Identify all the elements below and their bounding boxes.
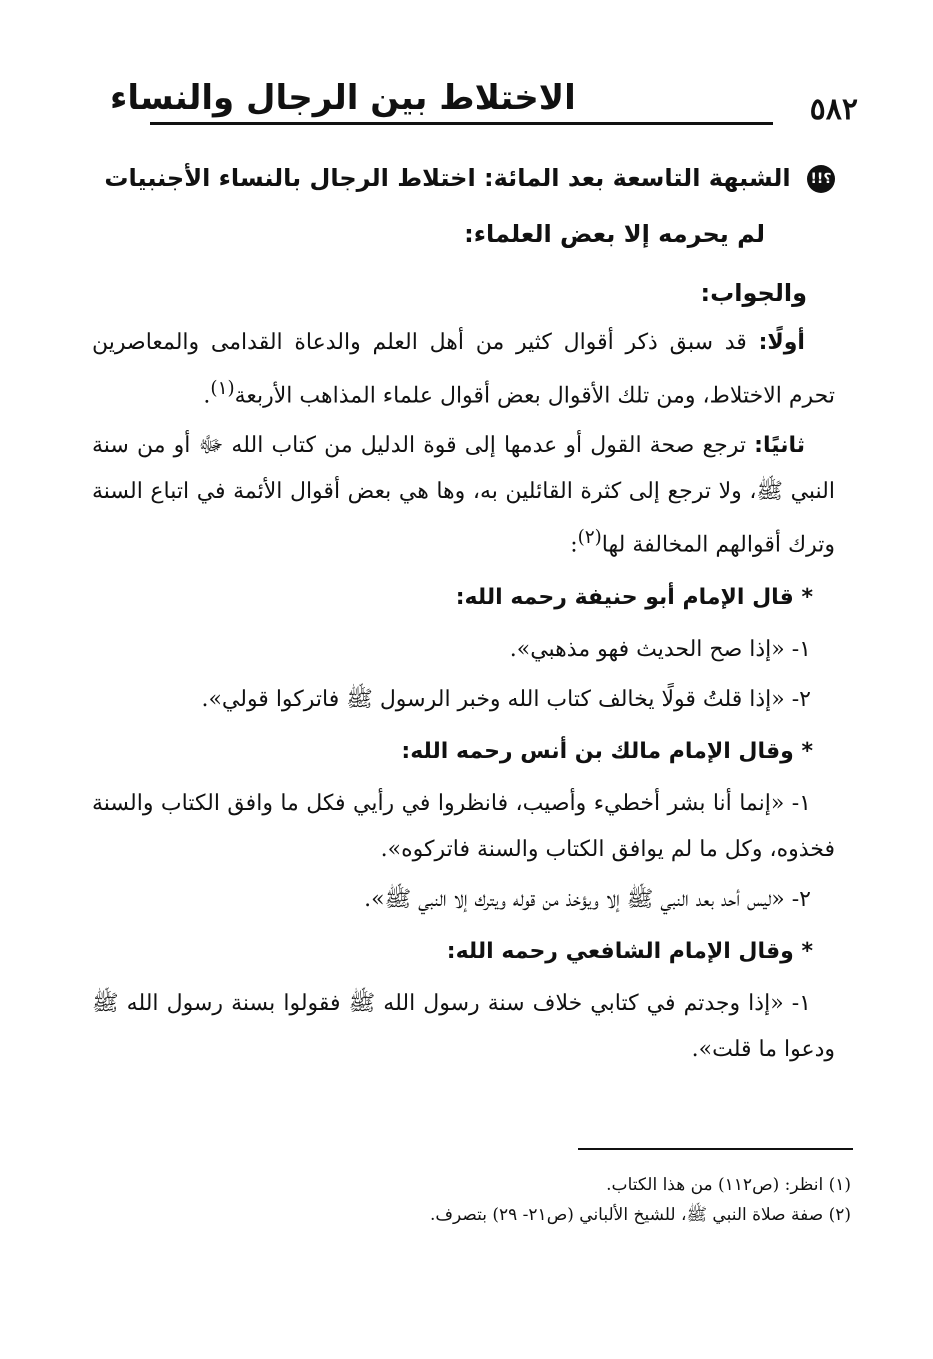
exclamation-question-icon: ؟!!: [807, 165, 835, 193]
abu-hanifa-quote-2: ٢- «إذا قلتُ قولًا يخالف كتاب الله وخبر الرسول ﷺ فاتركوا قولي».: [201, 686, 811, 712]
abu-hanifa-quote-1: ١- «إذا صح الحديث فهو مذهبي».: [509, 636, 811, 662]
paragraph-second-lead: ثانيًا:: [754, 433, 805, 459]
header-rule: [150, 122, 773, 125]
imam-shafii-heading: * وقال الإمام الشافعي رحمه الله:: [446, 938, 813, 964]
page-number: ٥٨٢: [809, 92, 858, 127]
malik-quote-1: ١- «إنما أنا بشر أخطيء وأصيب، فانظروا في رأيي فكل ما وافق الكتاب والسنة فخذوه، وكل ما لم يوافق الكتاب والسنة فاتركوه».: [92, 790, 835, 862]
paragraph-second: ثانيًا: ترجع صحة القول أو عدمها إلى قوة الدليل من كتاب الله ﷻ أو من سنة النبي ﷺ، ولا ترجع إلى كثرة القائلين به، وها هي بعض أقوال الأئمة في اتباع السنة وترك أقوالهم المخالفة لها$^{(٢)}$:: [92, 433, 835, 558]
paragraph-first-lead: أولًا:: [758, 330, 805, 355]
running-title: الاختلاط بين الرجال والنساء: [110, 78, 576, 118]
page-body: [92, 150, 835, 1077]
footnote-ref-1[interactable]: (١): [210, 378, 235, 399]
paragraph-first: أولًا: قد سبق ذكر أقوال كثير من أهل العلم والدعاة القدامى والمعاصرين تحرم الاختلاط، ومن تلك الأقوال بعض أقوال علماء المذاهب الأربعة$^{(١)}$.: [92, 330, 835, 409]
paragraph-second-text: ترجع صحة القول أو عدمها إلى قوة الدليل من كتاب الله ﷻ أو من سنة النبي ﷺ، ولا ترجع إلى كثرة القائلين به، وها هي بعض أقوال الأئمة في اتباع السنة وترك أقوالهم المخالفة لها: [92, 433, 835, 558]
question-line-2: لم يحرمه إلا بعض العلماء:: [464, 220, 765, 248]
malik-quote-2: ٢- «ليس أحد بعد النبي ﷺ إلا ويؤخذ من قوله ويترك إلا النبي ﷺ».: [364, 886, 811, 912]
footnote-separator: [578, 1148, 853, 1150]
question-heading: [92, 150, 835, 206]
shafii-quote-1: ١- «إذا وجدتم في كتابي خلاف سنة رسول الله ﷺ فقولوا بسنة رسول الله ﷺ ودعوا ما قلت».: [92, 990, 835, 1062]
footnote-1: (١) انظر: (ص١١٢) من هذا الكتاب.: [606, 1175, 851, 1195]
question-line-1: الشبهة التاسعة بعد المائة: اختلاط الرجال بالنساء الأجنبيات: [104, 164, 791, 192]
imam-malik-heading: * وقال الإمام مالك بن أنس رحمه الله:: [401, 738, 813, 764]
footnote-ref-2[interactable]: (٢): [577, 527, 602, 549]
paragraph-first-text: قد سبق ذكر أقوال كثير من أهل العلم والدعاة القدامى والمعاصرين تحرم الاختلاط، ومن تلك الأقوال بعض أقوال علماء المذاهب الأربعة: [92, 330, 835, 409]
footnotes: [92, 1170, 851, 1230]
page-header: [70, 78, 858, 138]
footnote-2: (٢) صفة صلاة النبي ﷺ، للشيخ الألباني (ص٢١- ٢٩) بتصرف.: [429, 1205, 851, 1225]
imam-abu-hanifa-heading: * قال الإمام أبو حنيفة رحمه الله:: [455, 584, 813, 610]
answer-heading: والجواب:: [700, 279, 807, 307]
